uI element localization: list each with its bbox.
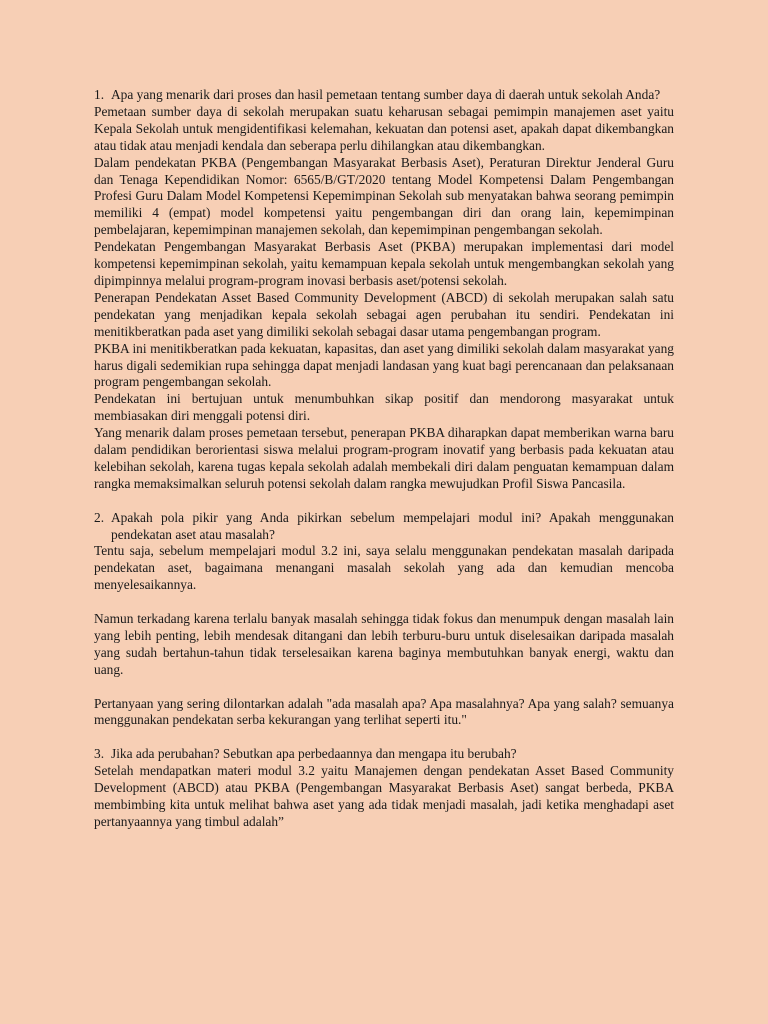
answer-3-paragraph-1: Setelah mendapatkan materi modul 3.2 yaitu Manajemen dengan pendekatan Asset Based Community Development (ABCD) atau PKBA (Pengembangan Masyarakat Berbasis Aset) sangat berbeda, PKBA membimbing kita untuk melihat bahwa aset yang ada tidak menjadi masalah, jadi ketika menghadapi aset pertanyaannya yang timbul adalah” bbox=[94, 763, 674, 829]
answer-1-paragraph-6: Pendekatan ini bertujuan untuk menumbuhkan sikap positif dan mendorong masyarakat untuk membiasakan diri menggali potensi diri. bbox=[94, 391, 674, 424]
question-3-text: Jika ada perubahan? Sebutkan apa perbedaannya dan mengapa itu berubah? bbox=[111, 746, 517, 762]
section-gap bbox=[94, 493, 674, 510]
answer-1-paragraph-5: PKBA ini menitikberatkan pada kekuatan, kapasitas, dan aset yang dimiliki sekolah dalam masyarakat yang harus digali sedemikian rupa sehingga dapat menjadi landasan yang kuat bagi perencanaan dan pelaksanaan program pengembangan sekolah. bbox=[94, 340, 674, 390]
section-gap bbox=[94, 729, 674, 746]
answer-2-paragraph-2: Namun terkadang karena terlalu banyak masalah sehingga tidak fokus dan menumpuk dengan masalah lain yang lebih penting, lebih mendesak ditangani dan lebih terburu-buru untuk diselesaikan daripada masalah yang sudah bertahun-tahun tidak terselesaikan karena baginya membutuhkan banyak energi, waktu dan uang. bbox=[94, 611, 674, 677]
answer-1-paragraph-4: Penerapan Pendekatan Asset Based Community Development (ABCD) di sekolah merupakan salah satu pendekatan yang menjadikan kepala sekolah sebagai agen perubahan itu sendiri. Pendekatan ini menitikberatkan pada aset yang dimiliki sekolah sebagai dasar utama pengembangan program. bbox=[94, 289, 674, 339]
question-1-number: 1. bbox=[94, 87, 105, 102]
question-1 bbox=[94, 87, 674, 104]
question-2 bbox=[94, 510, 674, 544]
answer-1-paragraph-7: Yang menarik dalam proses pemetaan tersebut, penerapan PKBA diharapkan dapat memberikan warna baru dalam pendidikan berorientasi siswa melalui program-program inovatif yang berbasis pada kekuatan atau kelebihan sekolah, karena tugas kepala sekolah adalah membekali diri dalam penguatan kemampuan dalam rangka memaksimalkan seluruh potensi sekolah dalam rangka mewujudkan Profil Siswa Pancasila. bbox=[94, 425, 674, 491]
question-1-text: Apa yang menarik dari proses dan hasil pemetaan tentang sumber daya di daerah untuk sekolah Anda? bbox=[111, 87, 661, 102]
paragraph-gap bbox=[94, 594, 674, 611]
answer-2-paragraph-3: Pertanyaan yang sering dilontarkan adalah "ada masalah apa? Apa masalahnya? Apa yang salah? semuanya menggunakan pendekatan serba kekurangan yang terlihat seperti itu." bbox=[94, 695, 674, 728]
question-3 bbox=[94, 746, 674, 763]
paragraph-gap bbox=[94, 679, 674, 696]
answer-2-paragraph-1: Tentu saja, sebelum mempelajari modul 3.2 ini, saya selalu menggunakan pendekatan masalah daripada pendekatan aset, bagaimana menangani masalah sekolah yang ada dan kemudian mencoba menyelesaikannya. bbox=[94, 543, 674, 593]
answer-1-paragraph-3: Pendekatan Pengembangan Masyarakat Berbasis Aset (PKBA) merupakan implementasi dari model kompetensi kepemimpinan sekolah, yaitu kemampuan kepala sekolah untuk mengembangkan sekolah yang dipimpinnya melalui program-program inovasi berbasis aset/potensi sekolah. bbox=[94, 239, 674, 288]
answer-1-paragraph-2: Dalam pendekatan PKBA (Pengembangan Masyarakat Berbasis Aset), Peraturan Direktur Jenderal Guru dan Tenaga Kependidikan Nomor: 6565/B/GT/2020 tentang Model Kompetensi Dalam Pengembangan Profesi Guru Dalam Model Kompetensi Kepemimpinan Sekolah sub menyatakan bahwa seorang pemimpin memiliki 4 (empat) model kompetensi yaitu pengembangan diri dan orang lain, kepemimpinan pembelajaran, kepemimpinan manajemen sekolah, dan kepemimpinan pengembangan sekolah. bbox=[94, 154, 674, 238]
answer-1-paragraph-1: Pemetaan sumber daya di sekolah merupakan suatu keharusan sebagai pemimpin manajemen aset yaitu Kepala Sekolah untuk mengidentifikasi kelemahan, kekuatan dan potensi aset, apakah dapat dikembangkan atau tidak atau menjadi kendala dan seberapa perlu dihilangkan atau dikembangkan. bbox=[94, 103, 674, 153]
question-3-number: 3. bbox=[94, 746, 105, 762]
document-page bbox=[94, 87, 674, 831]
question-2-number: 2. bbox=[94, 509, 105, 525]
question-2-text: Apakah pola pikir yang Anda pikirkan sebelum mempelajari modul ini? Apakah menggunakan pendekatan aset atau masalah? bbox=[111, 509, 674, 542]
